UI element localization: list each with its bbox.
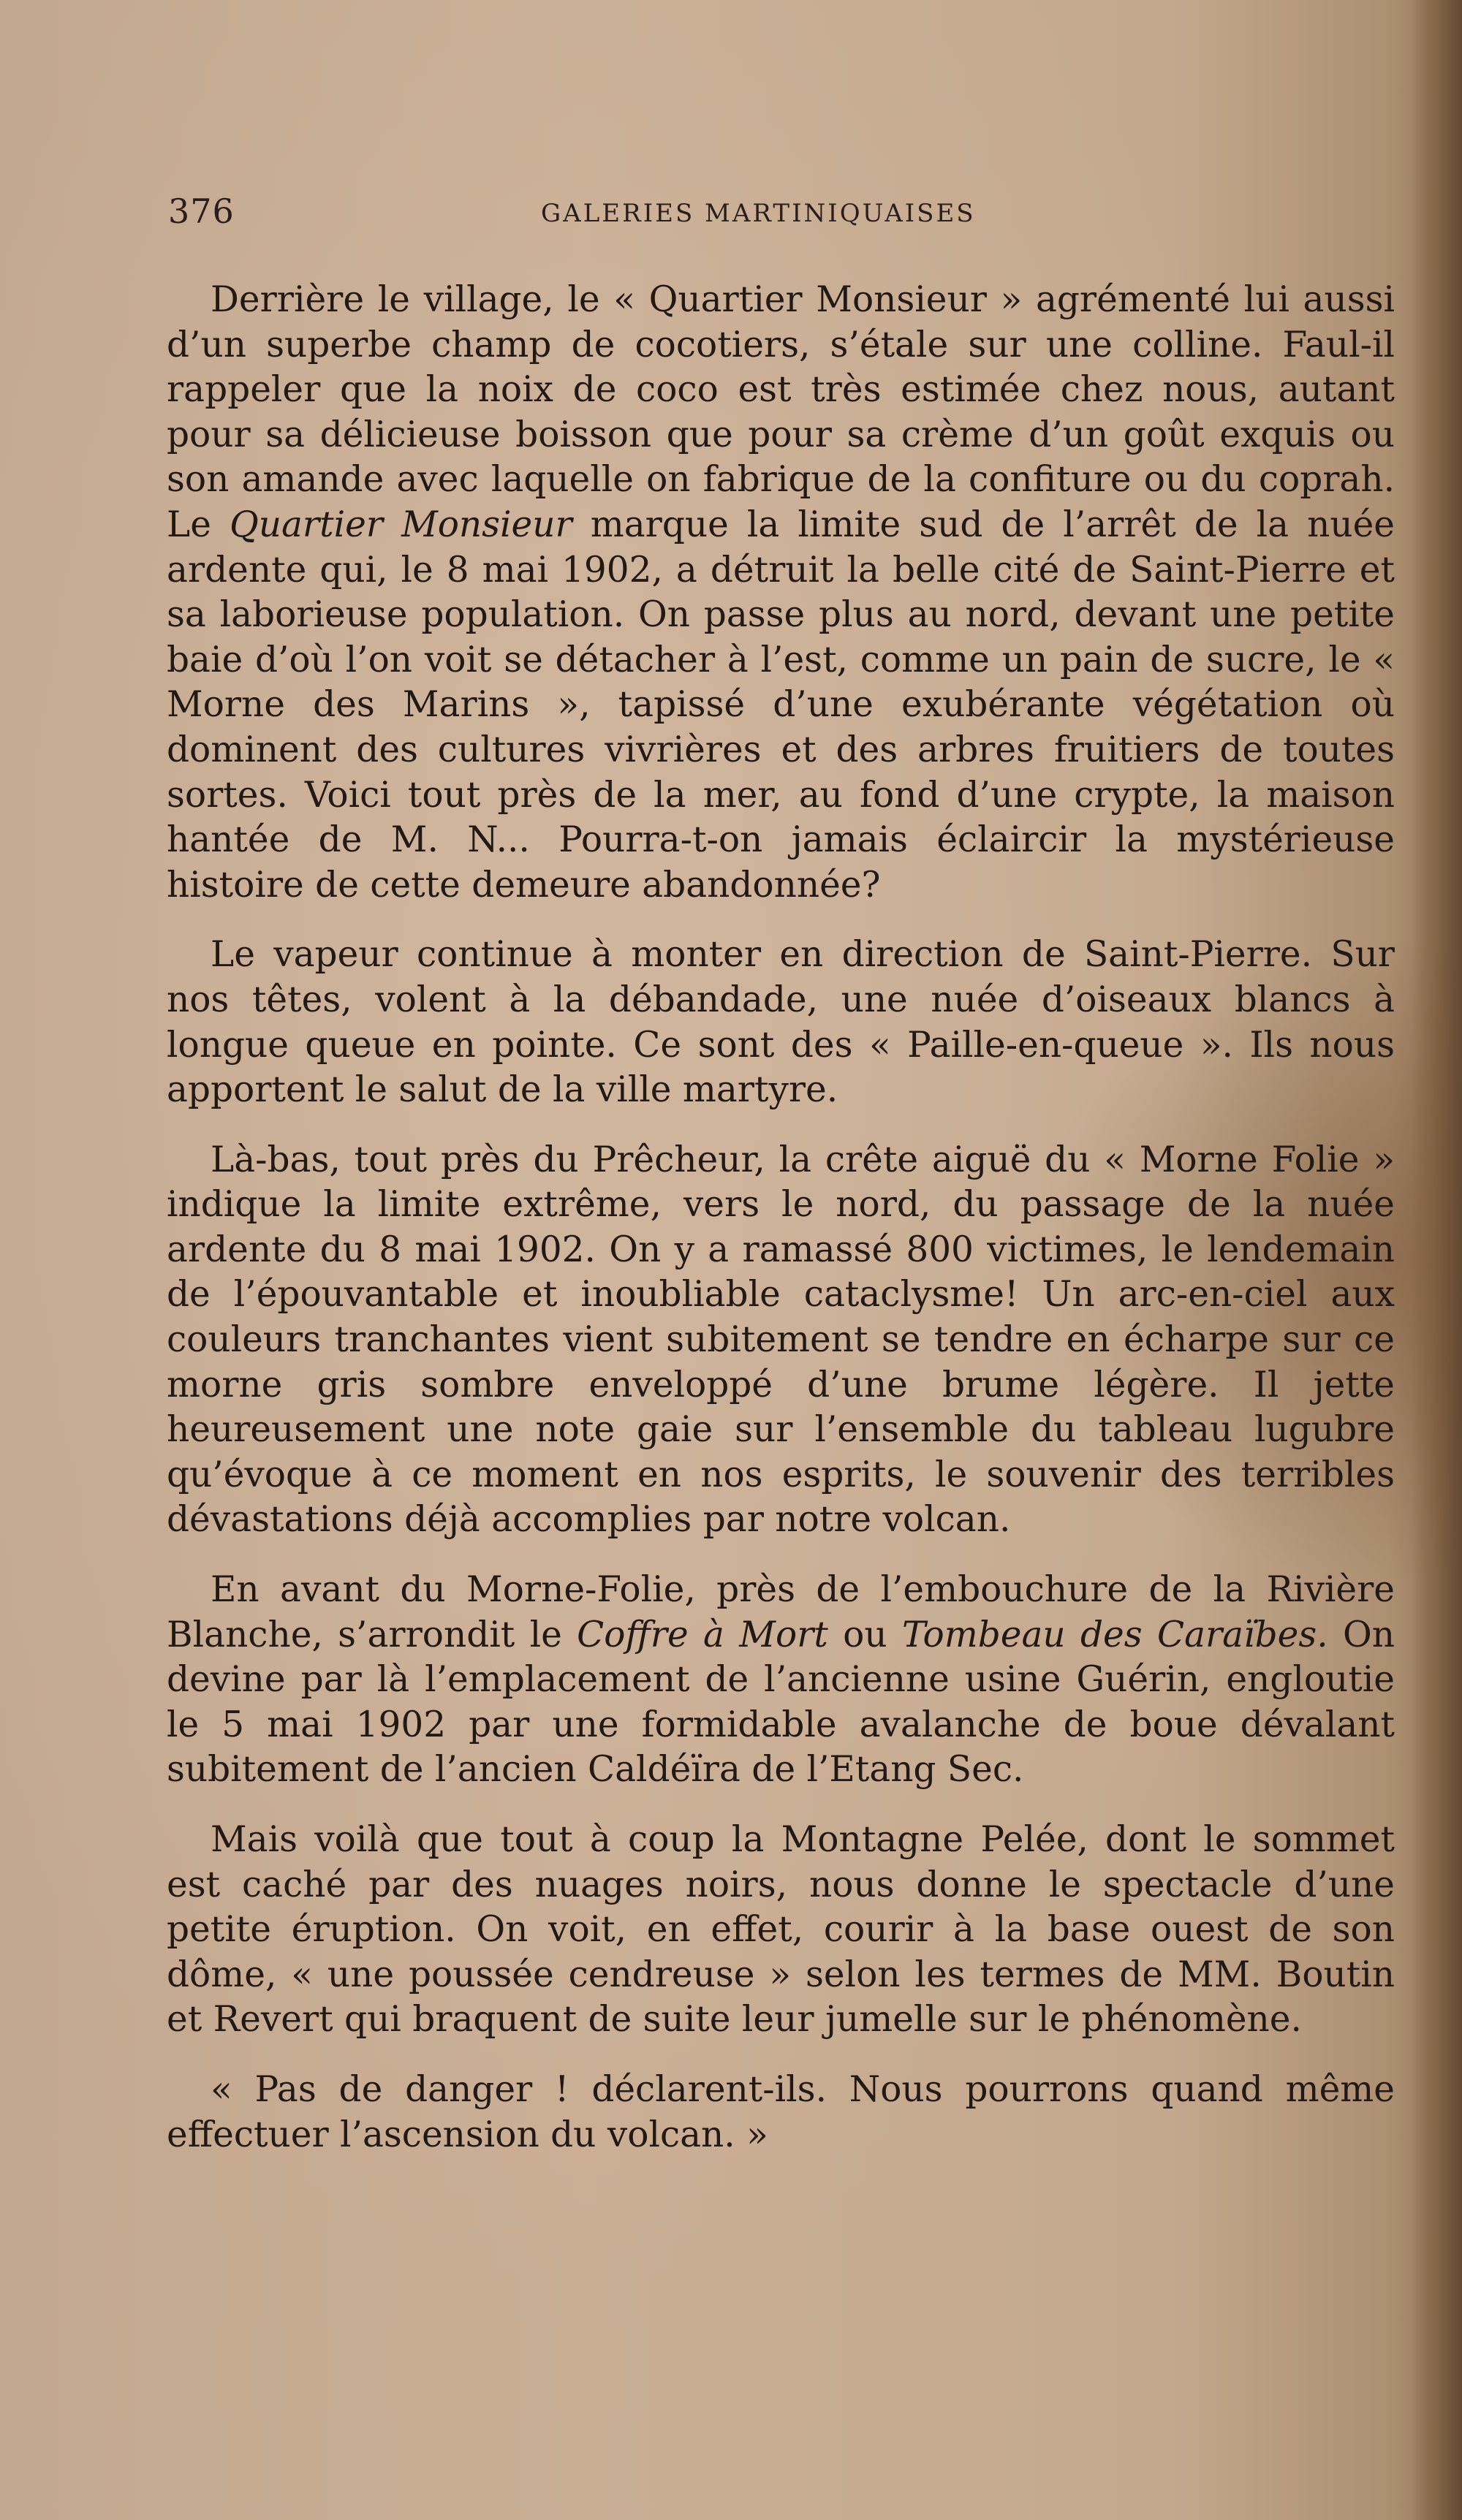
paragraph-3-part-1: Là-bas, tout près du Prêcheur, la crête aiguë du « Morne Folie » indique la limite extrême, vers le nord, du passage de la nuée ardente du 8 mai 1902. On y a ramassé 800 victimes, le lendemain de l’épouvantable et inoubliable cataclysme! Un arc-en-ciel aux couleurs tranchantes vient subitement se tendre en écharpe sur ce morne gris sombre enveloppé d’une brume légère. Il jette heureusement une note gaie sur l’ensemble du tableau lugubre qu’évoque à ce moment en nos esprits, le souvenir des terribles dévastations déjà accomplies par notre volcan. <box>167 1139 1395 1541</box>
paragraph-2 <box>167 933 1395 1112</box>
paragraph-4-part-3: ou <box>827 1614 902 1655</box>
paragraph-1 <box>167 278 1395 908</box>
paragraph-5 <box>167 1818 1395 2043</box>
paragraph-2-part-1: Le vapeur continue à monter en direction de Saint-Pierre. Sur nos têtes, volent à la débandade, une nuée d’oiseaux blancs à longue queue en pointe. Ce sont des « Paille-en-queue ». Ils nous apportent le salut de la ville martyre. <box>167 934 1395 1111</box>
paragraph-1-part-1: Derrière le village, le « Quartier Monsieur » agrémenté lui aussi d’un superbe champ de cocotiers, s’étale sur une colline. Faul-il rappeler que la noix de coco est très estimée chez nous, autant pour sa délicieuse boisson que pour sa crème d’un goût exquis ou son amande avec laquelle on fabrique de la confiture ou du coprah. Le <box>167 279 1395 545</box>
paragraph-6 <box>167 2068 1395 2157</box>
page-edge-shadow <box>1411 0 1462 2520</box>
running-title: GALERIES MARTINIQUAISES <box>541 199 976 228</box>
paragraph-6-part-1: « Pas de danger ! déclarent-ils. Nous pourrons quand même effectuer l’ascension du volcan. » <box>167 2068 1395 2155</box>
paragraph-4-italic-tombeau-des-caraibes: Tombeau des Caraïbes. <box>901 1614 1328 1655</box>
paragraph-1-italic-quartier-monsieur: Quartier Monsieur <box>230 504 572 545</box>
paragraph-1-part-3: marque la limite sud de l’arrêt de la nuée ardente qui, le 8 mai 1902, a détruit la belle cité de Saint-Pierre et sa laborieuse population. On passe plus au nord, devant une petite baie d’où l’on voit se détacher à l’est, comme un pain de sucre, le « Morne des Marins », tapissé d’une exubérante végétation où dominent des cultures vivrières et des arbres fruitiers de toutes sortes. Voici tout près de la mer, au fond d’une crypte, la maison hantée de M. N... Pourra-t-on jamais éclaircir la mystérieuse histoire de cette demeure abandonnée? <box>167 504 1395 906</box>
paragraph-4-part-5: On devine par là l’emplacement de l’ancienne usine Guérin, engloutie le 5 mai 1902 par une formidable avalanche de boue dévalant subitement de l’ancien Caldéïra de l’Etang Sec. <box>167 1614 1395 1791</box>
page-header <box>168 191 1396 235</box>
paragraph-3 <box>167 1138 1395 1543</box>
paragraph-4-italic-coffre-a-mort: Coffre à Mort <box>577 1614 828 1655</box>
body-text <box>167 278 1395 2157</box>
paragraph-5-part-1: Mais voilà que tout à coup la Montagne Pelée, dont le sommet est caché par des nuages noirs, nous donne le spectacle d’une petite éruption. On voit, en effet, courir à la base ouest de son dôme, « une poussée cendreuse » selon les termes de MM. Boutin et Revert qui braquent de suite leur jumelle sur le phénomène. <box>167 1819 1395 2041</box>
paragraph-4-part-1: En avant du Morne-Folie, près de l’embouchure de la Rivière Blanche, s’arrondit le <box>167 1569 1395 1655</box>
page-number: 376 <box>168 191 235 231</box>
paragraph-4 <box>167 1568 1395 1793</box>
